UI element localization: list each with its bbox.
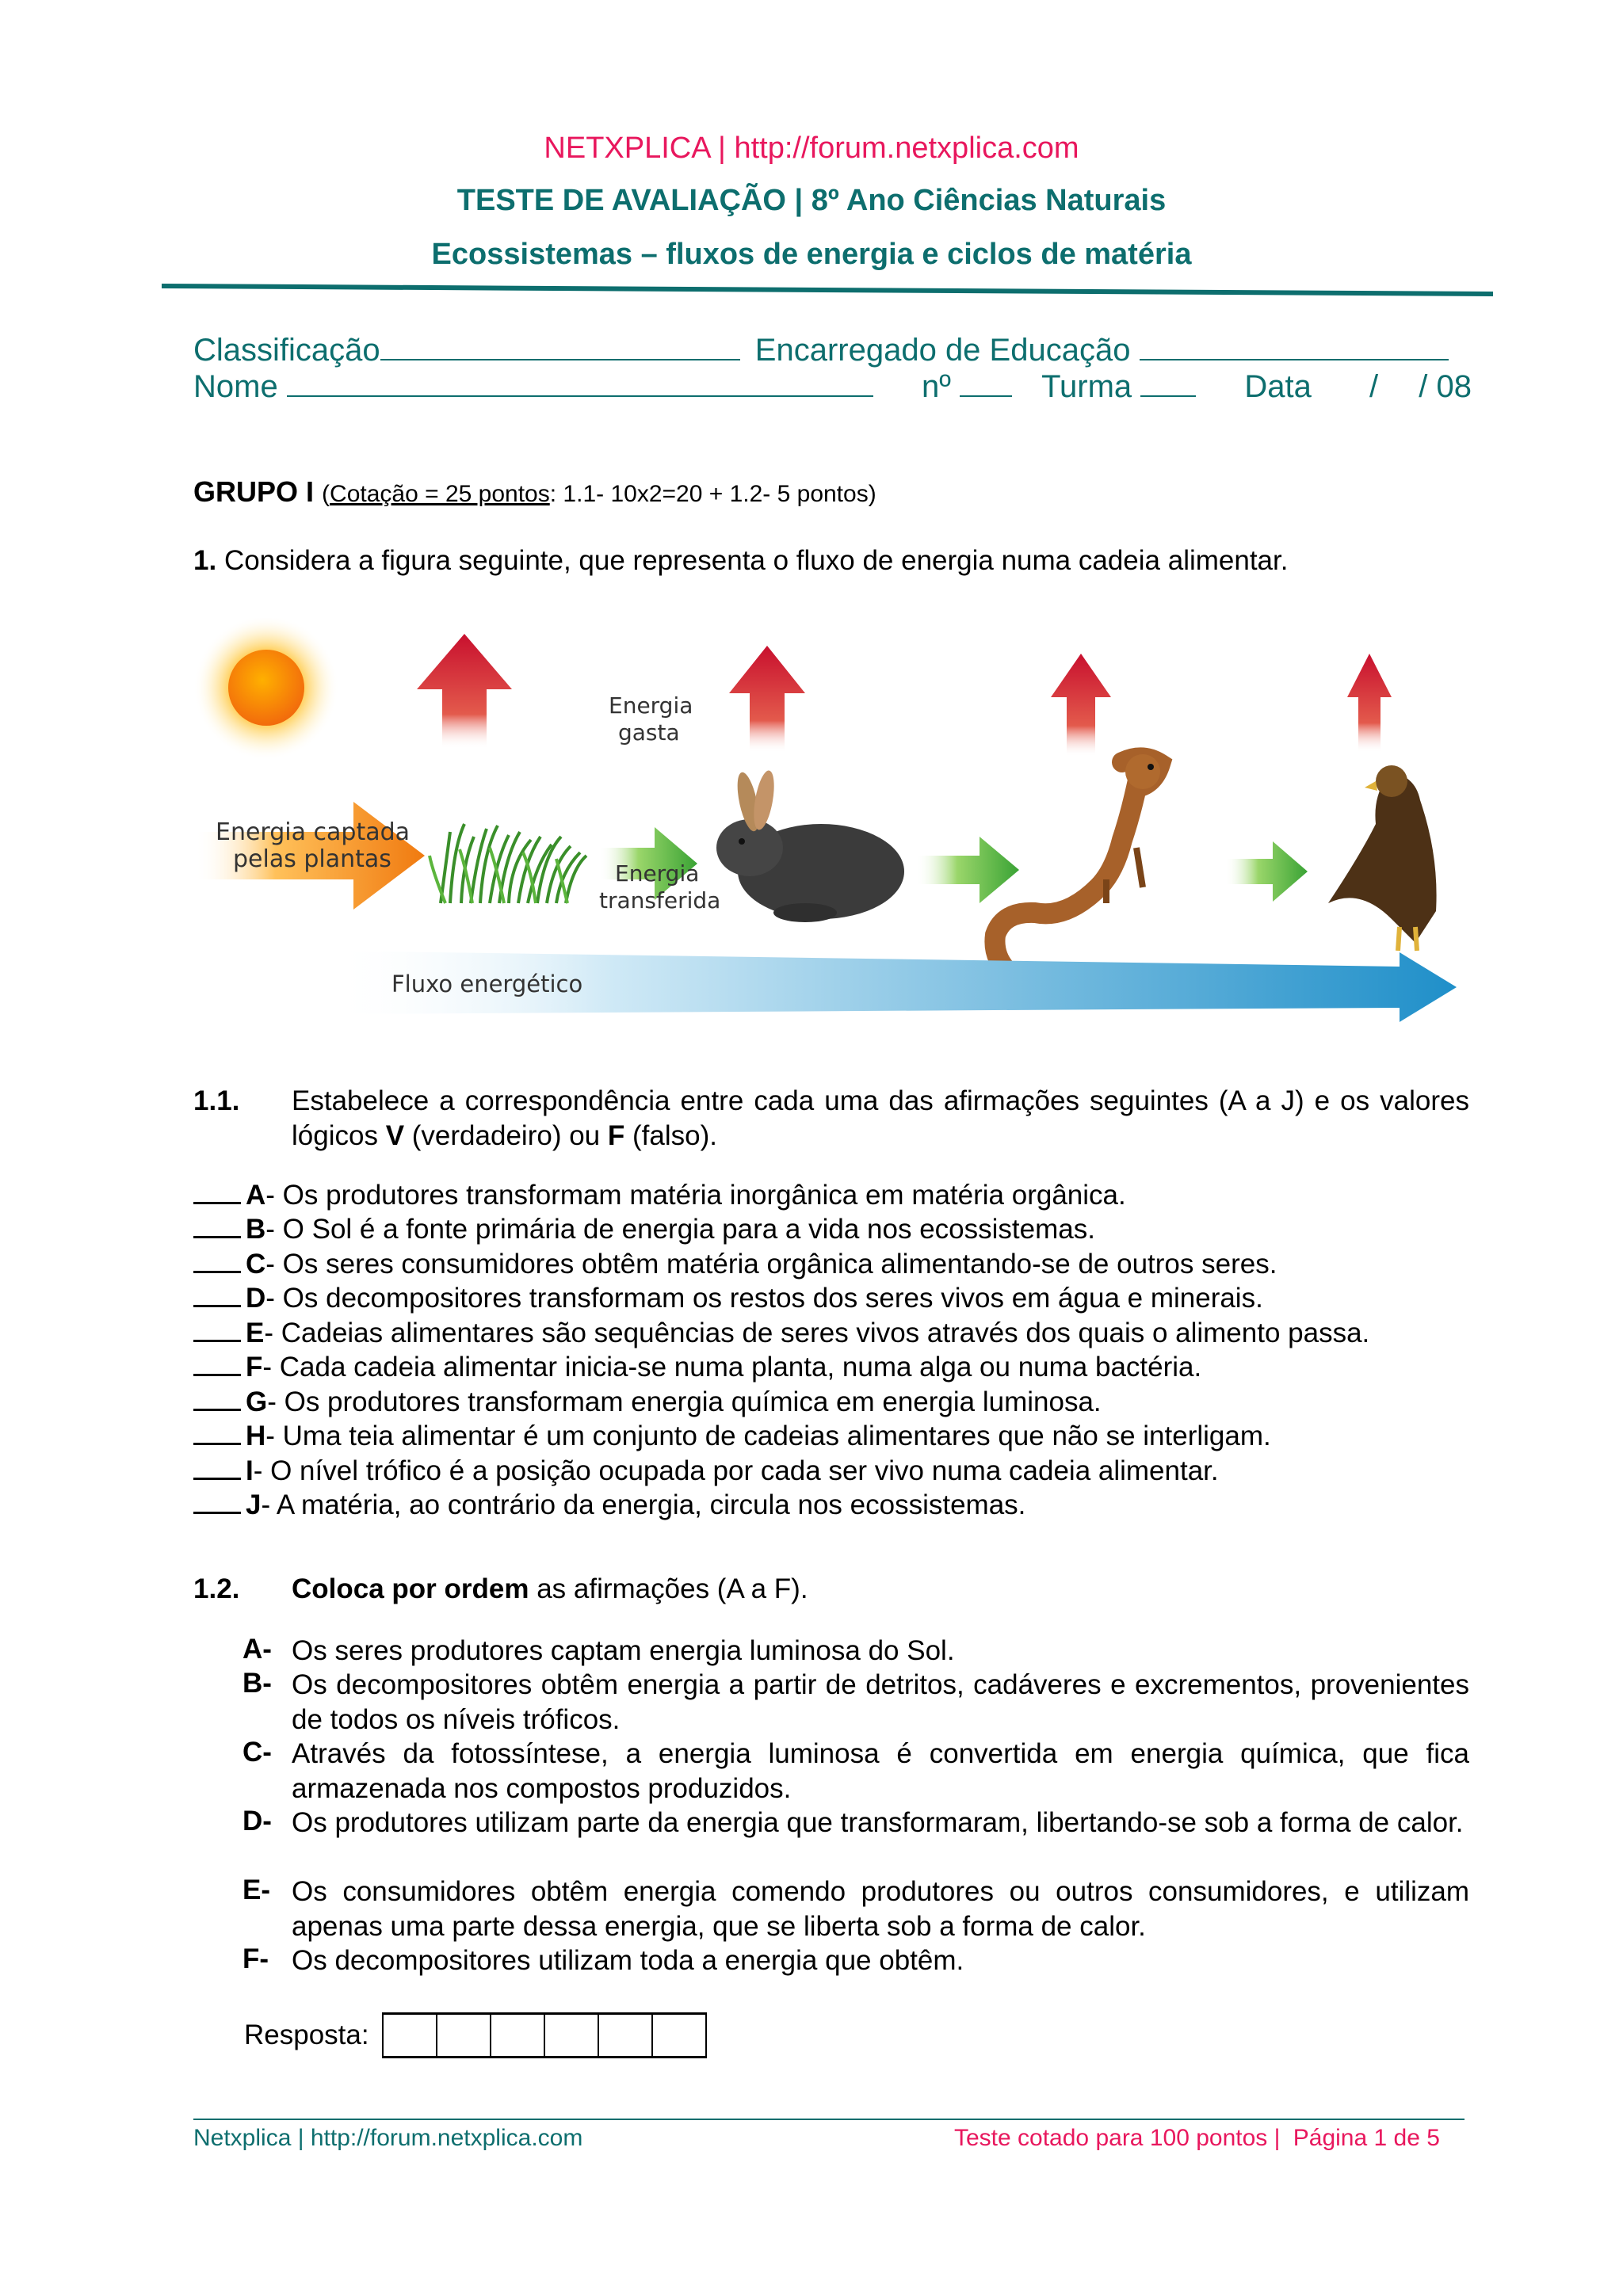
label-fluxo-energetico: Fluxo energético xyxy=(391,971,583,997)
footer-score: Teste cotado para 100 pontos | xyxy=(954,2125,1281,2151)
tf-answer-blank[interactable] xyxy=(193,1385,241,1411)
tf-item-letter: I xyxy=(246,1455,254,1486)
order-item-letter: B- xyxy=(242,1668,272,1699)
tf-item-text: - O Sol é a fonte primária de energia para a vida nos ecossistemas. xyxy=(265,1214,1095,1245)
data-year: / 08 xyxy=(1419,369,1472,404)
tf-item-letter: G xyxy=(246,1386,268,1417)
order-item-letter: D- xyxy=(242,1806,272,1836)
tf-item-text: - A matéria, ao contrário da energia, circula nos ecossistemas. xyxy=(261,1489,1026,1520)
order-item-text: Os decompositores utilizam toda a energia que obtêm. xyxy=(292,1945,964,1976)
tf-answer-blank[interactable] xyxy=(193,1247,241,1273)
tf-item xyxy=(193,1488,1025,1521)
order-item-text: Os produtores utilizam parte da energia que transformaram, libertando-se sob a forma de calor. xyxy=(292,1807,1464,1838)
order-item-text: Através da fotossíntese, a energia luminosa é convertida em energia química, que fica armazenada nos compostos produzidos. xyxy=(292,1738,1469,1804)
tf-item-text: - Cadeias alimentares são sequências de seres vivos através dos quais o alimento passa. xyxy=(264,1318,1370,1348)
encarregado-field[interactable] xyxy=(1140,334,1449,360)
data-slash: / xyxy=(1369,369,1379,404)
q1-2-bold: Coloca por ordem xyxy=(292,1573,529,1604)
tf-item-text: - Os seres consumidores obtêm matéria orgânica alimentando-se de outros seres. xyxy=(265,1249,1277,1280)
numero-field[interactable] xyxy=(960,370,1012,397)
tf-item xyxy=(193,1247,1277,1280)
weasel-icon xyxy=(995,754,1160,979)
footer-divider xyxy=(193,2119,1465,2120)
label-energia-transferida-1: Energia xyxy=(615,860,700,887)
tf-item xyxy=(193,1385,1102,1418)
page-subtitle: Ecossistemas – fluxos de energia e ciclos de matéria xyxy=(431,238,1192,271)
tf-item-text: - Os produtores transformam energia química em energia luminosa. xyxy=(267,1386,1102,1417)
tf-item-letter: E xyxy=(246,1318,265,1348)
tf-item xyxy=(193,1454,1219,1487)
tf-item-text: - Os decompositores transformam os restos dos seres vivos em água e minerais. xyxy=(265,1283,1263,1314)
order-item-letter: C- xyxy=(242,1737,272,1768)
energy-spent-arrow-2 xyxy=(729,646,805,753)
tf-item-text: - Os produtores transformam matéria inorgânica em matéria orgânica. xyxy=(265,1180,1126,1211)
group-cotacao-rest: : 1.1- 10x2=20 + 1.2- 5 pontos) xyxy=(549,481,876,507)
q1-1-v: V xyxy=(385,1120,405,1151)
tf-item xyxy=(193,1212,1095,1245)
order-item-letter: E- xyxy=(242,1875,270,1905)
tf-answer-blank[interactable] xyxy=(193,1178,241,1204)
order-item-letter: A- xyxy=(242,1634,272,1665)
turma-label: Turma xyxy=(1041,369,1132,404)
tf-item-letter: D xyxy=(246,1283,266,1314)
energy-spent-arrow-1 xyxy=(417,634,512,749)
answer-box[interactable] xyxy=(598,2013,652,2058)
header-site: NETXPLICA | http://forum.netxplica.com xyxy=(544,132,1079,165)
q1-2-statement xyxy=(292,1572,808,1607)
answer-box[interactable] xyxy=(544,2013,598,2058)
page-title: TESTE DE AVALIAÇÃO | 8º Ano Ciências Naturais xyxy=(456,184,1167,217)
tf-answer-blank[interactable] xyxy=(193,1212,241,1238)
numero-label: nº xyxy=(921,369,951,404)
tf-item xyxy=(193,1316,1369,1349)
group-cotacao-label: Cotação = 25 pontos xyxy=(330,481,550,507)
q1-2-rest: as afirmações (A a F). xyxy=(537,1573,808,1604)
q1-1-number: 1.1. xyxy=(193,1085,240,1116)
question-1-number: 1. xyxy=(193,545,217,576)
tf-item-letter: J xyxy=(246,1489,262,1520)
header-divider xyxy=(162,279,1493,298)
q1-2-number: 1.2. xyxy=(193,1573,240,1604)
turma-field[interactable] xyxy=(1140,370,1196,397)
q1-1-text: Estabelece a correspondência entre cada uma das afirmações seguintes (A a J) e os valores lógicos xyxy=(292,1085,1469,1151)
nome-label: Nome xyxy=(193,369,278,404)
tf-item xyxy=(193,1419,1271,1452)
tf-answer-blank[interactable] xyxy=(193,1454,241,1480)
tf-answer-blank[interactable] xyxy=(193,1281,241,1307)
q1-1-f: F xyxy=(607,1120,625,1151)
sun-icon xyxy=(195,618,339,761)
label-energia-gasta-1: Energia xyxy=(609,692,693,719)
tf-item-text: - Uma teia alimentar é um conjunto de cadeias alimentares que não se interligam. xyxy=(265,1421,1271,1451)
footer-page: Página 1 de 5 xyxy=(1293,2125,1440,2151)
label-energia-captada-2: pelas plantas xyxy=(233,845,391,873)
tf-item xyxy=(193,1350,1201,1383)
data-label: Data xyxy=(1244,369,1312,404)
tf-item xyxy=(193,1178,1126,1211)
classificacao-field[interactable] xyxy=(380,334,740,360)
answer-row xyxy=(244,2012,707,2058)
grass-icon xyxy=(430,824,586,903)
tf-item-text: - Cada cadeia alimentar inicia-se numa planta, numa alga ou numa bactéria. xyxy=(262,1352,1202,1383)
question-1-text: Considera a figura seguinte, que representa o fluxo de energia numa cadeia alimentar. xyxy=(223,545,1289,576)
answer-box[interactable] xyxy=(437,2013,491,2058)
tf-answer-blank[interactable] xyxy=(193,1316,241,1342)
order-item-text: Os decompositores obtêm energia a partir de detritos, cadáveres e excrementos, provenientes de todos os níveis tróficos. xyxy=(292,1669,1469,1735)
resposta-label: Resposta: xyxy=(244,2019,369,2050)
energy-flow-figure xyxy=(195,618,1474,1030)
label-energia-gasta-2: gasta xyxy=(618,719,680,746)
energy-transferred-arrow-2 xyxy=(916,837,1019,903)
form-row-2 xyxy=(193,369,1477,405)
question-1 xyxy=(193,543,1288,578)
tf-answer-blank[interactable] xyxy=(193,1488,241,1514)
answer-box[interactable] xyxy=(491,2013,544,2058)
eagle-icon xyxy=(1328,765,1437,951)
tf-answer-blank[interactable] xyxy=(193,1350,241,1376)
encarregado-label: Encarregado de Educação xyxy=(754,333,1131,368)
footer-left: Netxplica | http://forum.netxplica.com xyxy=(193,2125,583,2151)
tf-item-text: - O nível trófico é a posição ocupada por cada ser vivo numa cadeia alimentar. xyxy=(253,1455,1219,1486)
nome-field[interactable] xyxy=(287,370,873,397)
classificacao-label: Classificação xyxy=(193,333,380,368)
order-item-letter: F- xyxy=(242,1943,269,1974)
order-item-text: Os consumidores obtêm energia comendo produtores ou outros consumidores, e utilizam apenas uma parte dessa energia, que se liberta sob a forma de calor. xyxy=(292,1876,1469,1942)
form-row-1 xyxy=(193,333,1469,368)
energy-spent-arrow-3 xyxy=(1051,654,1111,757)
group-heading xyxy=(193,475,876,509)
tf-item-letter: F xyxy=(246,1352,263,1383)
q1-1-v-desc: (verdadeiro) ou xyxy=(411,1120,601,1151)
footer-right xyxy=(954,2125,1440,2152)
answer-boxes xyxy=(382,2012,707,2058)
tf-item-letter: B xyxy=(246,1214,266,1245)
group-title: GRUPO I xyxy=(193,475,315,508)
answer-box[interactable] xyxy=(652,2013,706,2058)
q1-1-f-desc: (falso). xyxy=(632,1120,717,1151)
answer-box[interactable] xyxy=(383,2013,437,2058)
tf-answer-blank[interactable] xyxy=(193,1419,241,1445)
group-cotacao-open: ( xyxy=(322,481,330,507)
order-item-text: Os seres produtores captam energia luminosa do Sol. xyxy=(292,1635,955,1666)
energy-transferred-arrow-3 xyxy=(1225,841,1308,902)
tf-item-letter: A xyxy=(246,1180,266,1211)
energy-spent-arrow-4 xyxy=(1347,654,1392,753)
tf-item-letter: H xyxy=(246,1421,266,1451)
label-energia-captada-1: Energia captada xyxy=(216,818,411,846)
q1-1-statement xyxy=(292,1084,1469,1154)
tf-item xyxy=(193,1281,1263,1314)
label-energia-transferida-2: transferida xyxy=(599,887,721,913)
rabbit-icon xyxy=(716,769,904,922)
tf-item-letter: C xyxy=(246,1249,266,1280)
